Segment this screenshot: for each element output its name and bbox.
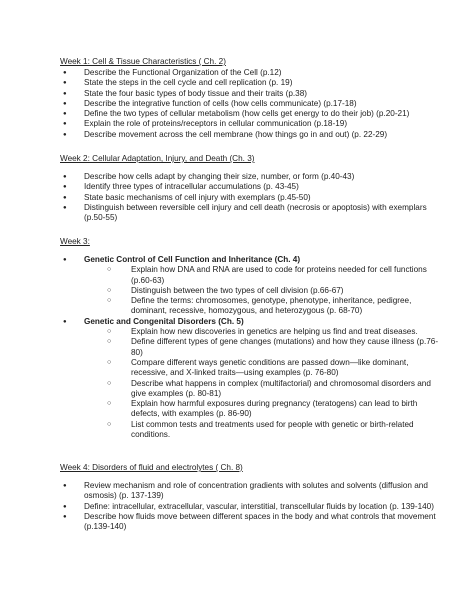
list-item: ● Define: intracellular, extracellular, vascular, interstitial, transcellular fluids by location (p. 139-140): [60, 502, 440, 512]
section-title: Genetic and Congenital Disorders (Ch. 5): [84, 316, 244, 326]
list-item: ● State basic mechanisms of cell injury with exemplars (p.45-50): [60, 193, 440, 203]
list-item: ○ List common tests and treatments used for people with genetic or birth-related conditions.: [104, 420, 440, 441]
list-item: ● State the steps in the cell cycle and cell replication (p. 19): [60, 78, 440, 88]
week4-list: [60, 481, 440, 532]
list-item: ● Distinguish between reversible cell injury and cell death (necrosis or apoptosis) with exemplars (p.50-55): [60, 203, 440, 224]
week2-list: [60, 172, 440, 223]
list-item: ○ Define the terms: chromosomes, genotype, phenotype, inheritance, pedigree, dominant, recessive, homozygous, and heterozygous (p. 68-70): [104, 296, 440, 317]
week1-heading: Week 1: Cell & Tissue Characteristics ( Ch. 2): [60, 57, 226, 66]
week3-heading: Week 3:: [60, 237, 90, 246]
list-item: ○ Distinguish between the two types of cell division (p.66-67): [104, 286, 440, 296]
list-item: ● Identify three types of intracellular accumulations (p. 43-45): [60, 182, 440, 192]
list-item: ○ Compare different ways genetic conditions are passed down—like dominant, recessive, and X-linked traits—using examples (p. 76-80): [104, 358, 440, 379]
list-item: ● Describe the integrative function of cells (how cells communicate) (p.17-18): [60, 99, 440, 109]
sub-list: [84, 327, 440, 440]
week4-heading: Week 4: Disorders of fluid and electrolytes ( Ch. 8): [60, 463, 243, 472]
list-item: ● Describe movement across the cell membrane (how things go in and out) (p. 22-29): [60, 130, 440, 140]
week3-list: [60, 255, 440, 440]
list-item: ○ Describe what happens in complex (multifactorial) and chromosomal disorders and give examples (p. 80-81): [104, 379, 440, 400]
section-item: [60, 255, 440, 317]
section-title: Genetic Control of Cell Function and Inheritance (Ch. 4): [84, 255, 301, 264]
list-item: ○ Explain how harmful exposures during pregnancy (teratogens) can lead to birth defects, with examples (p. 86-90): [104, 399, 440, 420]
list-item: ○ Explain how new discoveries in genetics are helping us find and treat diseases.: [104, 327, 440, 337]
list-item: ● State the four basic types of body tissue and their traits (p.38): [60, 89, 440, 99]
section-item: [60, 317, 440, 441]
week2-heading: Week 2: Cellular Adaptation, Injury, and Death (Ch. 3): [60, 154, 255, 163]
list-item: ● Describe how fluids move between different spaces in the body and what controls that movement (p.139-140): [60, 512, 440, 533]
list-item: ● Review mechanism and role of concentration gradients with solutes and solvents (diffusion and osmosis) (p. 137-139): [60, 481, 440, 502]
week1-list: [60, 68, 440, 140]
list-item: ● Describe the Functional Organization of the Cell (p.12): [60, 68, 440, 78]
list-item: ○ Define different types of gene changes (mutations) and how they cause illness (p.76-80): [104, 337, 440, 358]
list-item: ● Describe how cells adapt by changing their size, number, or form (p.40-43): [60, 172, 440, 182]
sub-list: [84, 265, 440, 316]
list-item: ○ Explain how DNA and RNA are used to code for proteins needed for cell functions (p.60-63): [104, 265, 440, 286]
list-item: ● Explain the role of proteins/receptors in cellular communication (p.18-19): [60, 119, 440, 129]
list-item: ● Define the two types of cellular metabolism (how cells get energy to do their job) (p.20-21): [60, 109, 440, 119]
